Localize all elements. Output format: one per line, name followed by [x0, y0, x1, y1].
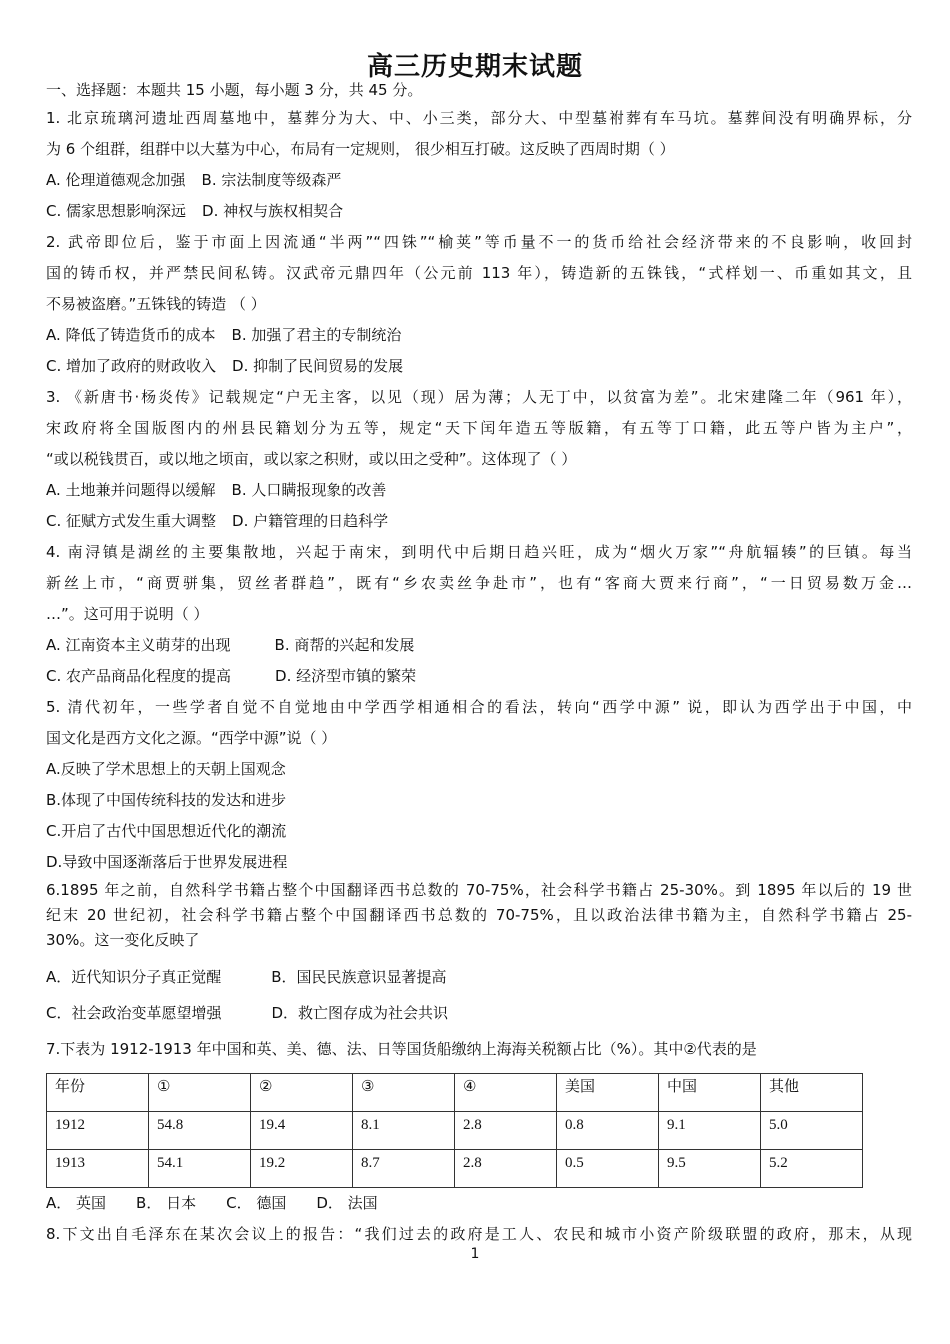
option-b[interactable]: B. 宗法制度等级森严 — [201, 171, 342, 189]
option-row — [46, 196, 912, 227]
question-stem-line: 2. 武帝即位后，鉴于市面上因流通“半两”“四铢”“榆荚”等币量不一的货币给社会经济带来的不良影响，收回封 — [46, 233, 912, 251]
option-d[interactable]: D.导致中国逐渐落后于世界发展进程 — [46, 853, 288, 871]
table-cell: 1913 — [47, 1150, 149, 1188]
option-row — [46, 506, 912, 537]
table-cell: 2.8 — [455, 1112, 557, 1150]
question-stem-line: 3. 《新唐书·杨炎传》记载规定“户无主客，以见（现）居为薄；人无丁中，以贫富为差”。北宋建隆二年（961 年）， — [46, 388, 912, 406]
option-c[interactable]: C. 征赋方式发生重大调整 — [46, 512, 217, 530]
question-7 — [46, 1031, 912, 1216]
question-stem-line: 1. 北京琉璃河遗址西周墓地中，墓葬分为大、中、小三类，部分大、中型墓祔葬有车马坑。墓葬间没有明确界标，分 — [46, 109, 912, 127]
option-row — [46, 165, 912, 196]
option-row — [46, 351, 912, 382]
question-stem-line: 30%。这一变化反映了 — [46, 931, 200, 949]
table-header-cell: 美国 — [557, 1074, 659, 1112]
option-b[interactable]: B． 日本 — [136, 1194, 197, 1212]
option-a[interactable]: A.反映了学术思想上的天朝上国观念 — [46, 760, 286, 778]
question-stem-line: 4. 南浔镇是湖丝的主要集散地，兴起于南宋，到明代中后期日趋兴旺，成为“烟火万家”“舟航辐辏”的巨镇。每当 — [46, 543, 912, 561]
table-cell: 1912 — [47, 1112, 149, 1150]
option-c[interactable]: C．社会政治变革愿望增强 — [46, 1004, 222, 1022]
option-b[interactable]: B. 人口瞒报现象的改善 — [231, 481, 387, 499]
table-cell: 0.5 — [557, 1150, 659, 1188]
option-c[interactable]: C. 增加了政府的财政收入 — [46, 357, 217, 375]
question-6 — [46, 878, 912, 1031]
tariff-table — [46, 1073, 863, 1188]
option-a[interactable]: A．近代知识分子真正觉醒 — [46, 968, 222, 986]
option-c[interactable]: C． 德国 — [226, 1194, 287, 1212]
option-b[interactable]: B．国民民族意识显著提高 — [271, 968, 447, 986]
table-cell: 9.5 — [659, 1150, 761, 1188]
option-a[interactable]: A． 英国 — [46, 1194, 107, 1212]
question-4 — [46, 537, 912, 692]
table-header-cell: 年份 — [47, 1074, 149, 1112]
table-row — [47, 1150, 863, 1188]
question-stem-line: 新丝上市，“商贾骈集，贸丝者群趋”，既有“乡农卖丝争赴市”，也有“客商大贾来行商”，“一日贸易数万金… — [46, 574, 912, 592]
table-cell: 2.8 — [455, 1150, 557, 1188]
question-stem-line: 8.下文出自毛泽东在某次会议上的报告：“我们过去的政府是工人、农民和城市小资产阶级联盟的政府，那末，从现 — [46, 1225, 912, 1243]
option-a[interactable]: A. 江南资本主义萌芽的出现 — [46, 636, 231, 654]
table-header-cell: 其他 — [761, 1074, 863, 1112]
question-2 — [46, 227, 912, 382]
question-stem-line: 7.下表为 1912-1913 年中国和英、美、德、法、日等国货船缴纳上海海关税额占比（%）。其中②代表的是 — [46, 1040, 757, 1058]
question-stem-line: “或以税钱贯百，或以地之顷亩，或以家之积财，或以田之受种”。这体现了（ ） — [46, 450, 577, 468]
question-stem-line: 国文化是西方文化之源。“西学中源”说（ ） — [46, 729, 337, 747]
question-stem-line: 宋政府将全国版图内的州县民籍划分为五等，规定“天下闰年造五等版籍，有五等丁口籍，此五等户皆为主户”， — [46, 419, 912, 437]
table-row — [47, 1112, 863, 1150]
question-5 — [46, 692, 912, 878]
table-cell: 9.1 — [659, 1112, 761, 1150]
option-d[interactable]: D. 抑制了民间贸易的发展 — [232, 357, 404, 375]
table-header-cell: ③ — [353, 1074, 455, 1112]
option-d[interactable]: D．救亡图存成为社会共识 — [271, 1004, 449, 1022]
table-cell: 54.8 — [149, 1112, 251, 1150]
option-c[interactable]: C. 儒家思想影响深远 — [46, 202, 187, 220]
question-stem-line: 纪末 20 世纪初，社会科学书籍占整个中国翻译西书总数的 70-75%，且以政治法律书籍为主，自然科学书籍占 25- — [46, 906, 912, 924]
exam-content — [46, 78, 912, 1252]
question-stem-line: …”。这可用于说明（ ） — [46, 605, 209, 623]
page-number: 1 — [470, 1246, 480, 1262]
option-row — [46, 959, 912, 995]
option-a[interactable]: A. 降低了铸造货币的成本 — [46, 326, 216, 344]
question-3 — [46, 382, 912, 537]
table-header-cell: 中国 — [659, 1074, 761, 1112]
option-b[interactable]: B.体现了中国传统科技的发达和进步 — [46, 791, 287, 809]
option-d[interactable]: D. 神权与族权相契合 — [202, 202, 344, 220]
option-d[interactable]: D. 户籍管理的日趋科学 — [232, 512, 389, 530]
page-title: 高三历史期末试题 — [366, 52, 583, 82]
option-row — [46, 661, 912, 692]
option-c[interactable]: C. 农产品商品化程度的提高 — [46, 667, 232, 685]
table-header-row — [47, 1074, 863, 1112]
option-c[interactable]: C.开启了古代中国思想近代化的潮流 — [46, 822, 287, 840]
question-stem-line: 5. 清代初年，一些学者自觉不自觉地由中学西学相通相合的看法，转向“西学中源” 说，即认为西学出于中国，中 — [46, 698, 912, 716]
question-stem-line: 不易被盗磨。”五铢钱的铸造 （ ） — [46, 295, 266, 313]
option-row — [46, 630, 912, 661]
table-cell: 5.0 — [761, 1112, 863, 1150]
table-cell: 8.1 — [353, 1112, 455, 1150]
option-b[interactable]: B. 商帮的兴起和发展 — [274, 636, 415, 654]
option-b[interactable]: B. 加强了君主的专制统治 — [231, 326, 402, 344]
table-cell: 8.7 — [353, 1150, 455, 1188]
option-row — [46, 1191, 912, 1216]
option-d[interactable]: D． 法国 — [316, 1194, 378, 1212]
option-d[interactable]: D. 经济型市镇的繁荣 — [275, 667, 417, 685]
table-header-cell: ④ — [455, 1074, 557, 1112]
option-row — [46, 475, 912, 506]
table-cell: 54.1 — [149, 1150, 251, 1188]
option-row — [46, 995, 912, 1031]
table-header-cell: ① — [149, 1074, 251, 1112]
option-a[interactable]: A. 土地兼并问题得以缓解 — [46, 481, 216, 499]
table-cell: 19.2 — [251, 1150, 353, 1188]
table-cell: 19.4 — [251, 1112, 353, 1150]
question-stem-line: 6.1895 年之前，自然科学书籍占整个中国翻译西书总数的 70-75%，社会科学书籍占 25-30%。到 1895 年以后的 19 世 — [46, 881, 912, 899]
section-header: 一、选择题：本题共 15 小题，每小题 3 分，共 45 分。 — [46, 81, 423, 99]
option-row — [46, 320, 912, 351]
option-a[interactable]: A. 伦理道德观念加强 — [46, 171, 186, 189]
question-1 — [46, 103, 912, 227]
table-cell: 0.8 — [557, 1112, 659, 1150]
table-cell: 5.2 — [761, 1150, 863, 1188]
question-stem-line: 国的铸币权，并严禁民间私铸。汉武帝元鼎四年（公元前 113 年），铸造新的五铢钱，“式样划一、币重如其文，且 — [46, 264, 912, 282]
question-stem-line: 为 6 个组群，组群中以大墓为中心，布局有一定规则， 很少相互打破。这反映了西周时期（ ） — [46, 140, 675, 158]
table-header-cell: ② — [251, 1074, 353, 1112]
